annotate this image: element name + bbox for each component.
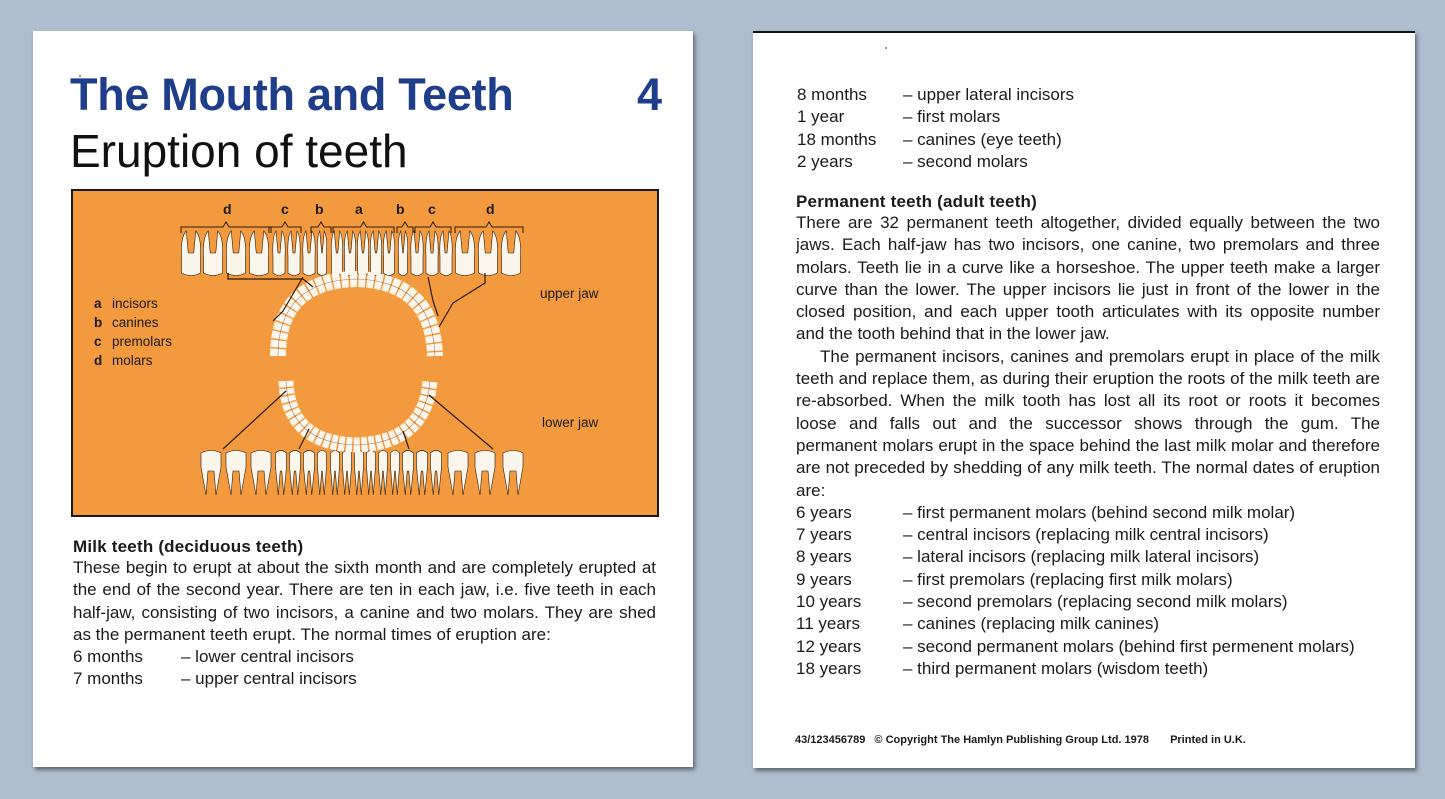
- list-item: 2 years – second molars: [797, 151, 1028, 171]
- tooth-legend: [94, 294, 172, 370]
- tooth-letter-b-right: b: [396, 201, 405, 217]
- permanent-eruption-list: [796, 502, 1380, 680]
- tooth-letter-b-left: b: [315, 201, 324, 217]
- printed-in-text: Printed in U.K.: [1170, 734, 1246, 746]
- list-item: 6 years – first permanent molars (behind second milk molar): [796, 502, 1296, 522]
- tooth-group-bracket: [269, 222, 301, 233]
- lower-tooth: [403, 451, 414, 496]
- tooth-group-bracket: [333, 222, 394, 233]
- lower-tooth: [251, 451, 271, 496]
- leader-line: [223, 391, 286, 449]
- legend-item: a incisors: [94, 296, 158, 311]
- lower-tooth: [304, 451, 315, 496]
- leader-line: [439, 273, 485, 327]
- copyright-footer: [795, 734, 1252, 746]
- upper-tooth: [273, 231, 285, 276]
- lower-tooth: [276, 451, 287, 496]
- lower-tooth: [318, 451, 327, 496]
- lower-jaw-label: lower jaw: [542, 415, 599, 430]
- upper-dental-arch: [278, 279, 435, 356]
- legend-item: c premolars: [94, 334, 173, 349]
- upper-jaw-label: upper jaw: [540, 286, 599, 301]
- permanent-teeth-paragraph-1: There are 32 permanent teeth altogether, divided equally between the two jaws. Each half-jaw has two incisors, one canine, two premolars and three molars. Teeth lie in a curve like a horseshoe. The upper teeth make a larger curve than the lower. The upper incisors lie just in front of the lower in the closed position, and each upper tooth articulates with its opposite number and the tooth behind that in the lower jaw.: [796, 213, 1380, 344]
- upper-tooth: [478, 231, 497, 276]
- legend-item: b canines: [94, 315, 159, 330]
- tooth-letter-d-left: d: [223, 201, 232, 217]
- tooth-group-bracket: [311, 222, 331, 233]
- upper-tooth: [426, 231, 438, 276]
- card-number: 4: [636, 69, 662, 120]
- lower-tooth: [331, 451, 340, 496]
- milk-teeth-section: [73, 537, 656, 691]
- lower-tooth: [226, 451, 246, 496]
- upper-tooth: [317, 231, 326, 276]
- list-item: 6 months – lower central incisors: [73, 647, 354, 667]
- lower-tooth: [343, 451, 352, 496]
- upper-tooth: [344, 231, 355, 276]
- list-item: 18 months – canines (eye teeth): [797, 129, 1062, 149]
- list-item: 18 years – third permanent molars (wisdom teeth): [796, 658, 1209, 678]
- upper-tooth: [303, 231, 315, 276]
- upper-tooth: [249, 231, 268, 276]
- milk-eruption-list-continued: [797, 84, 1377, 173]
- milk-teeth-heading: Milk teeth (deciduous teeth): [73, 537, 304, 556]
- upper-tooth: [331, 231, 342, 276]
- front-card: [33, 31, 693, 767]
- milk-eruption-list: [73, 646, 656, 691]
- upper-tooth: [501, 231, 520, 276]
- upper-tooth: [288, 231, 300, 276]
- permanent-teeth-heading: Permanent teeth (adult teeth): [796, 192, 1037, 211]
- permanent-teeth-section: [796, 192, 1380, 680]
- milk-teeth-body: These begin to erupt at about the sixth month and are completely erupted at the end of the second year. There are ten in each jaw, i.e. five teeth in each half-jaw, consisting of two incisors, a canine and two molars. They are shed as the permanent teeth erupt. The normal times of eruption are:: [73, 558, 656, 644]
- upper-tooth: [226, 231, 245, 276]
- lower-tooth: [367, 451, 376, 496]
- lower-tooth: [417, 451, 428, 496]
- upper-tooth: [411, 231, 423, 276]
- lower-tooth: [475, 451, 495, 496]
- list-item: 7 months – upper central incisors: [73, 669, 357, 689]
- card-title: The Mouth and Teeth: [70, 69, 514, 120]
- tooth-letter-c-right: c: [428, 201, 436, 217]
- legend-item: d molars: [94, 353, 153, 368]
- list-item: 12 years – second permanent molars (behind first permenent molars): [796, 636, 1355, 656]
- list-item: 10 years – second premolars (replacing second milk molars): [796, 592, 1288, 612]
- list-item: 8 years – lateral incisors (replacing milk lateral incisors): [796, 547, 1260, 567]
- upper-tooth: [383, 231, 394, 276]
- print-speck: [885, 47, 887, 49]
- upper-tooth: [181, 231, 200, 276]
- lower-tooth: [355, 451, 364, 496]
- tooth-letter-c-left: c: [281, 201, 289, 217]
- tooth-letter-d-right: d: [486, 201, 495, 217]
- back-card: [753, 31, 1415, 768]
- list-item: 1 year – first molars: [797, 107, 1001, 127]
- upper-tooth: [398, 231, 407, 276]
- lower-tooth: [503, 451, 523, 496]
- list-item: 8 months – upper lateral incisors: [797, 85, 1075, 104]
- tooth-group-bracket: [181, 222, 271, 233]
- upper-tooth: [370, 231, 381, 276]
- upper-tooth: [357, 231, 368, 276]
- leader-line: [429, 395, 493, 449]
- teeth-illustration: [71, 189, 659, 517]
- permanent-teeth-paragraph-2: The permanent incisors, canines and premolars erupt in place of the milk teeth and replace them, as during their eruption the roots of the milk teeth are re-absorbed. When the milk tooth has lost all its root or roots it becomes loose and falls out and the successor shows through the gum. The permanent molars erupt in the space behind the last milk molar and therefore are not preceded by shedding of any milk teeth. The normal dates of eruption are:: [796, 346, 1380, 500]
- list-item: 9 years – first premolars (replacing first milk molars): [796, 569, 1233, 589]
- lower-tooth: [379, 451, 388, 496]
- lower-tooth: [201, 451, 221, 496]
- upper-tooth: [440, 231, 452, 276]
- tooth-group-bracket: [455, 222, 523, 233]
- list-item: 11 years – canines (replacing milk canines): [796, 614, 1160, 634]
- list-item: 7 years – central incisors (replacing milk central incisors): [796, 525, 1269, 545]
- lower-dental-arch: [286, 381, 430, 445]
- lower-tooth: [290, 451, 301, 496]
- tooth-letter-a: a: [355, 201, 363, 217]
- lower-tooth: [448, 451, 468, 496]
- card-subtitle: Eruption of teeth: [70, 125, 408, 177]
- upper-tooth: [203, 231, 222, 276]
- lower-tooth: [431, 451, 442, 496]
- copyright-text: © Copyright The Hamlyn Publishing Group Ltd. 1978: [874, 734, 1149, 746]
- title-row: [70, 69, 660, 123]
- upper-tooth: [455, 231, 474, 276]
- product-code: 43/123456789: [795, 734, 866, 746]
- lower-tooth: [391, 451, 400, 496]
